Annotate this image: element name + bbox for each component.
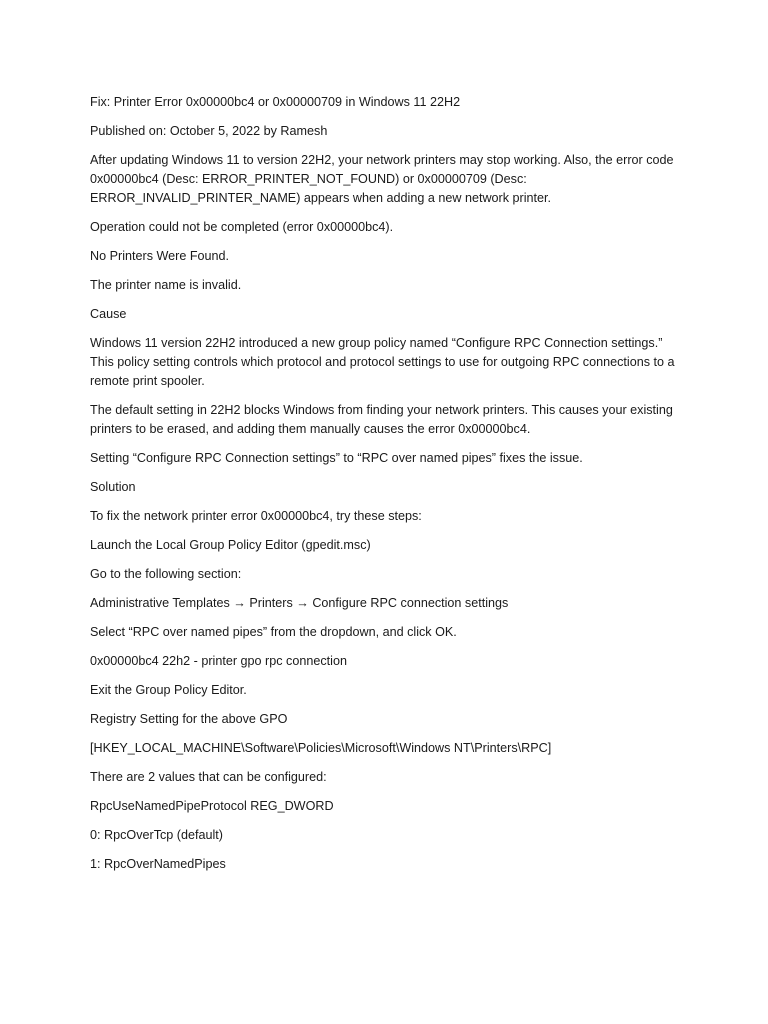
- registry-key-path: [HKEY_LOCAL_MACHINE\Software\Policies\Microsoft\Windows NT\Printers\RPC]: [90, 741, 552, 755]
- section-heading-cause: Cause: [90, 307, 127, 321]
- step-exit-editor: Exit the Group Policy Editor.: [90, 683, 247, 697]
- cause-paragraph-fix-summary: Setting “Configure RPC Connection settings” to “RPC over named pipes” fixes the issue.: [90, 451, 583, 465]
- registry-values-intro: There are 2 values that can be configured:: [90, 770, 327, 784]
- registry-value-name: RpcUseNamedPipeProtocol REG_DWORD: [90, 799, 334, 813]
- intro-paragraph: After updating Windows 11 to version 22H2, your network printers may stop working. Also, the error code 0x00000bc4 (Desc: ERROR_PRINTER_NOT_FOUND) or 0x00000709 (Desc: ERROR_INVALID_PRINTER_NAME) appears when adding a new network printer.: [90, 153, 678, 205]
- article-title: Fix: Printer Error 0x00000bc4 or 0x00000709 in Windows 11 22H2: [90, 95, 461, 109]
- registry-value-option-0: 0: RpcOverTcp (default): [90, 828, 223, 842]
- published-line: Published on: October 5, 2022 by Ramesh: [90, 124, 328, 138]
- error-message-no-printers: No Printers Were Found.: [90, 249, 230, 263]
- error-message-operation: Operation could not be completed (error 0x00000bc4).: [90, 220, 394, 234]
- step-go-to-section: Go to the following section:: [90, 567, 242, 581]
- policy-path: Administrative Templates → Printers → Configure RPC connection settings: [90, 596, 509, 610]
- error-message-invalid-name: The printer name is invalid.: [90, 278, 242, 292]
- step-launch-gpedit: Launch the Local Group Policy Editor (gpedit.msc): [90, 538, 371, 552]
- solution-intro: To fix the network printer error 0x00000bc4, try these steps:: [90, 509, 422, 523]
- cause-paragraph-policy: Windows 11 version 22H2 introduced a new group policy named “Configure RPC Connection settings.” This policy setting controls which protocol and protocol settings to use for outgoing RPC connections to a remote print spooler.: [90, 336, 679, 388]
- section-heading-registry: Registry Setting for the above GPO: [90, 712, 288, 726]
- section-heading-solution: Solution: [90, 480, 136, 494]
- cause-paragraph-default-setting: The default setting in 22H2 blocks Windows from finding your network printers. This causes your existing printers to be erased, and adding them manually causes the error 0x00000bc4.: [90, 403, 677, 436]
- step-select-option: Select “RPC over named pipes” from the dropdown, and click OK.: [90, 625, 457, 639]
- registry-value-option-1: 1: RpcOverNamedPipes: [90, 857, 226, 871]
- image-caption: 0x00000bc4 22h2 - printer gpo rpc connection: [90, 654, 347, 668]
- document-body: [90, 93, 680, 884]
